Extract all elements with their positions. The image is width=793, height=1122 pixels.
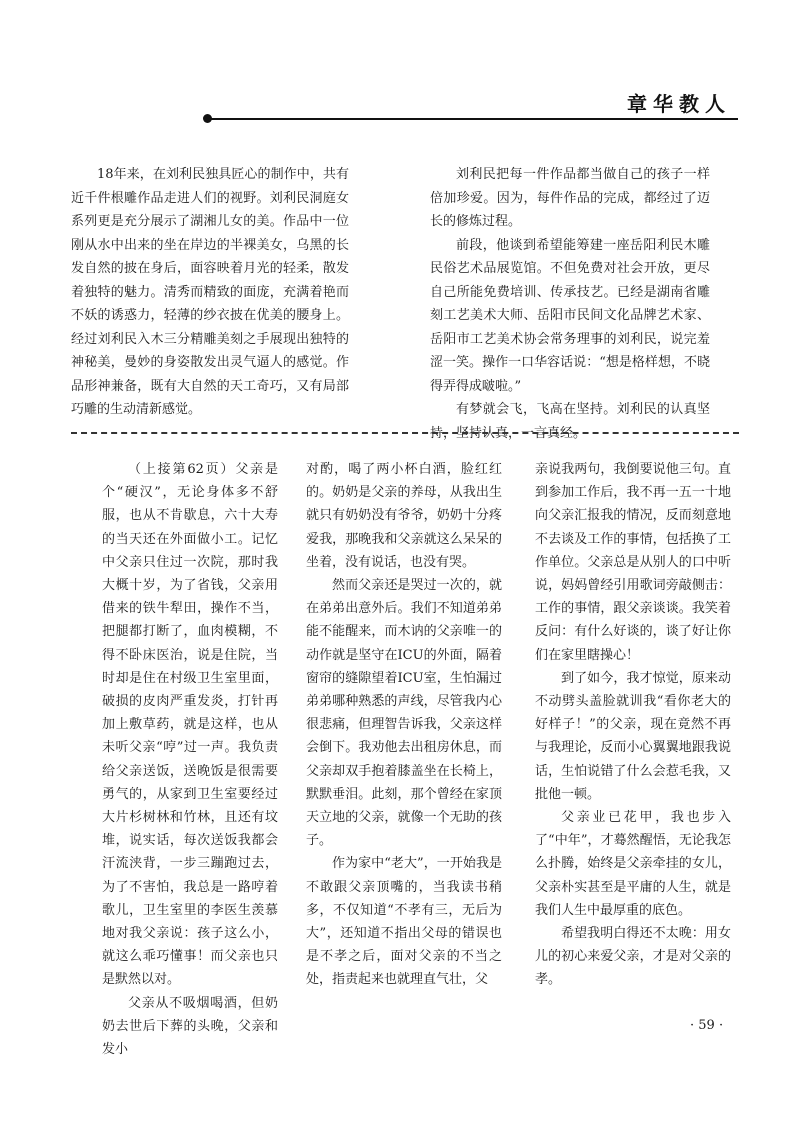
paragraph: 到了如今，我才惊觉，原来动不动劈头盖脸就训我“看你老大的好样子！”的父亲，现在竟然不再与我理论，反而小心翼翼地跟我说话，生怕说错了什么会惹毛我，又批他一顿。 bbox=[535, 670, 731, 802]
paragraph: 对酌，喝了两小杯白酒，脸红红的。奶奶是父亲的养母，从我出生就只有奶奶没有爷爷，奶奶十分疼爱我，那晚我和父亲就这么呆呆的坐着，没有说话，也没有哭。 bbox=[306, 462, 502, 570]
top-article-right-column bbox=[430, 163, 710, 445]
bottom-article-column-1 bbox=[102, 458, 278, 1061]
paragraph: 有梦就会飞，飞高在坚持。刘利民的认真坚持，坚持认真，一言真经。 bbox=[430, 402, 710, 441]
paragraph: 刘利民把每一件作品都当做自己的孩子一样倍加珍爱。因为，每件作品的完成，都经过了迈长的修炼过程。 bbox=[430, 167, 710, 229]
paragraph: 作为家中“老大”，一开始我是不敢跟父亲顶嘴的，当我读书稍多，不仅知道“不孝有三，无后为大”，还知道不指出父母的错误也是不孝之后，面对父亲的不当之处，指责起来也就理直气壮，父 bbox=[306, 856, 502, 988]
paragraph: 然而父亲还是哭过一次的，就在弟弟出意外后。我们不知道弟弟能不能醒来，而木讷的父亲唯一的动作就是坚守在ICU的外面，隔着窗帘的缝隙望着ICU室，生怕漏过弟弟哪种熟悉的声线，尽管我内心很悲痛，但理智告诉我，父亲这样会倒下。我劝他去出租房休息，而父亲却双手抱着膝盖坐在长椅上，默默垂泪。此刻，那个曾经在家顶天立地的父亲，就像一个无助的孩子。 bbox=[306, 578, 502, 849]
bottom-article-column-2 bbox=[306, 458, 502, 992]
paragraph: 父亲业已花甲，我也步入了“中年”，才蓦然醒悟，无论我怎么扑腾，始终是父亲牵挂的女儿，父亲朴实甚至是平庸的人生，就是我们人生中最厚重的底色。 bbox=[535, 810, 731, 918]
top-article-left-column bbox=[71, 163, 349, 422]
paragraph: 父亲从不吸烟喝酒，但奶奶去世后下葬的头晚，父亲和发小 bbox=[102, 995, 278, 1058]
paragraph: 希望我明白得还不太晚：用女儿的初心来爱父亲，才是对父亲的孝。 bbox=[535, 926, 731, 988]
page-number: · 59 · bbox=[690, 1018, 724, 1033]
paragraph: 前段，他谈到希望能筹建一座岳阳利民木雕民俗艺术品展览馆。不但免费对社会开放，更尽自己所能免费培训、传承技艺。已经是湖南省雕刻工艺美术大师、岳阳市民间文化品牌艺术家、岳阳市工艺美术协会常务理事的刘利民，说完羞涩一笑。操作一口华容话说：“想是格样想，不晓得弄得成啵啦。” bbox=[430, 237, 710, 394]
section-header-title: 章华教人 bbox=[627, 92, 731, 116]
paragraph: （上接第62页）父亲是个“硬汉”，无论身体多不舒服，也从不肯歇息，六十大寿的当天还在外面做小工。记忆中父亲只住过一次院，那时我大概十岁，为了省钱，父亲用借来的铁牛犁田，操作不当，把腿都打断了，血肉模糊，不得不卧床医治，说是住院，当时却是住在村级卫生室里面，破损的皮肉严重发炎，打针再加上敷草药，就是这样，也从未听父亲“哼”过一声。我负责给父亲送饭，送晚饭是很需要勇气的，从家到卫生室要经过大片杉树林和竹林，且还有坟堆，说实话，每次送饭我都会汗流浃背，一步三蹦跑过去，为了不害怕，我总是一路哼着歌儿，卫生室里的李医生羡慕地对我父亲说：孩子这么小，就这么乖巧懂事！而父亲也只是默然以对。 bbox=[102, 462, 278, 988]
paragraph: 亲说我两句，我倒要说他三句。直到参加工作后，我不再一五一十地向父亲汇报我的情况，反而刻意地不去谈及工作的事情，包括换了工作单位。父亲总是从别人的口中听说，妈妈曾经引用歌词旁敲侧击：工作的事情，跟父亲谈谈。我笑着反问：有什么好谈的，谈了好让你们在家里瞎操心！ bbox=[535, 462, 731, 663]
header-rule bbox=[210, 118, 738, 120]
article-divider bbox=[71, 432, 739, 434]
bottom-article-column-3 bbox=[535, 458, 731, 992]
paragraph: 18年来，在刘利民独具匠心的制作中，共有近千件根雕作品走进人们的视野。刘利民洞庭女系列更是充分展示了湖湘儿女的美。作品中一位刚从水中出来的坐在岸边的半裸美女，乌黑的长发自然的披在身后，面容映着月光的轻柔，散发着独特的魅力。清秀而精致的面庞，充满着艳而不妖的诱惑力，轻薄的纱衣披在优美的腰身上。经过刘利民入木三分精雕美刻之手展现出独特的神秘美，曼妙的身姿散发出灵气逼人的感觉。作品形神兼备，既有大自然的天工奇巧，又有局部巧雕的生动清新感觉。 bbox=[71, 167, 349, 417]
